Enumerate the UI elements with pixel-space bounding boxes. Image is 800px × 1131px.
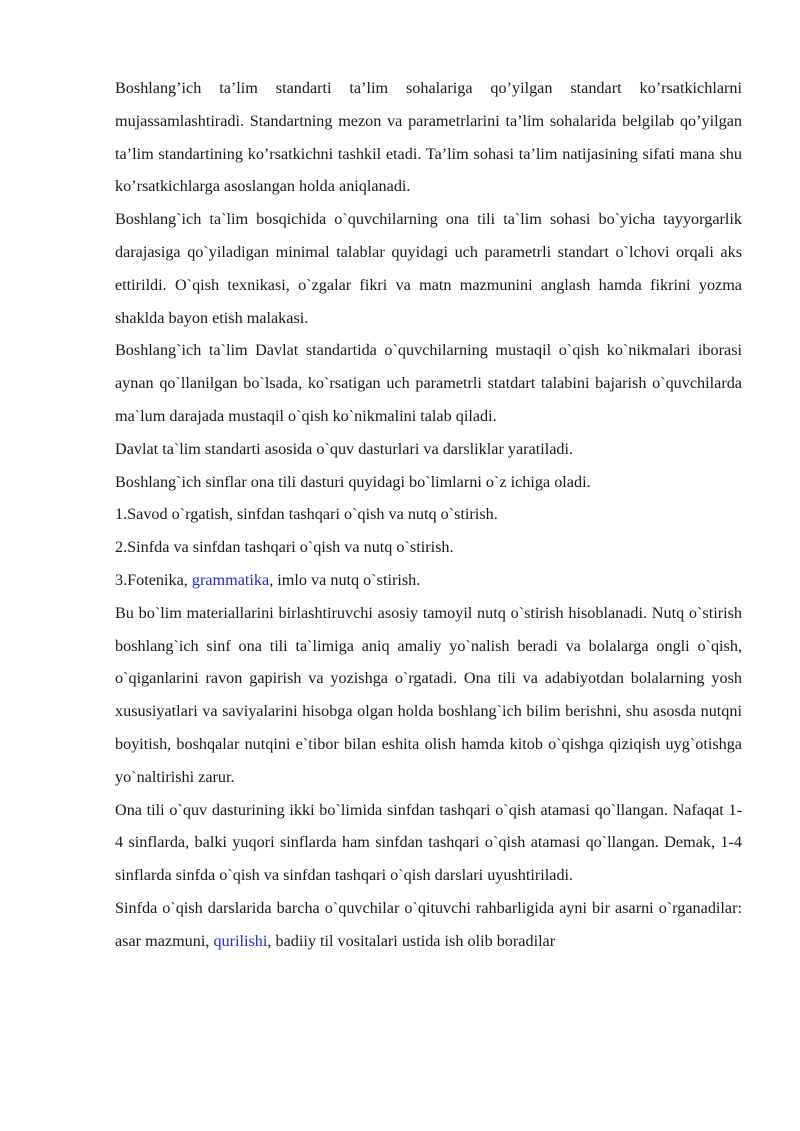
paragraph-curricula: Davlat ta`lim standarti asosida o`quv dasturlari va darsliklar yaratiladi. [115,439,574,458]
paragraph-class-reading [115,892,742,958]
paragraph-minimal-requirements: Boshlang`ich ta`lim bosqichida o`quvchilarning ona tili ta`lim sohasi bo`yicha tayyorgarlik darajasiga qo`yiladigan minimal talablar quyidagi uch parametrli standart o`lchovi orqali aks ettirildi. O`qish texnikasi, o`zgalar fikri va matn mazmunini anglash hamda fikrini yozma shaklda bayon etish malakasi. [115,210,742,327]
list-item-2: 2.Sinfda va sinfdan tashqari o`qish va nutq o`stirish. [115,538,454,557]
list-item-1: 1.Savod o`rgatish, sinfdan tashqari o`qish va nutq o`stirish. [115,505,498,524]
paragraph-speech-development: Bu bo`lim materiallarini birlashtiruvchi asosiy tamoyil nutq o`stirish hisoblanadi. Nutq o`stirish boshlang`ich sinf ona tili ta`limiga aniq amaliy yo`nalish beradi va bolalarga ongli o`qish, o`qiganlarini ravon gapirish va yozishga o`rgatadi. Ona tili va adabiyotdan bolalarning yosh xususiyatlari va saviyalarini hisobga olgan holda boshlang`ich bilim berishni, shu asosda nutqni boyitish, boshqalar nutqini e`tibor bilan eshita olish hamda kitob o`qishga qiziqish uyg`otishga yo`naltirishi zarur. [115,603,742,786]
paragraph-standard-intro: Boshlang’ich ta’lim standarti ta’lim sohalariga qo’yilgan standart ko’rsatkichlarni mujassamlashtiradi. Standartning mezon va parametrlarini ta’lim sohalarida belgilab qo’yilgan ta’lim standartining ko’rsatkichni tashkil etadi. Ta’lim sohasi ta’lim natijasining sifati mana shu ko’rsatkichlarga asoslangan holda aniqlanadi. [115,79,742,196]
document-page [115,72,742,958]
list-item-3-text-start: 3.Fotenika, [115,570,192,589]
paragraph-class-reading-end: , badiiy til vositalari ustida ish olib boradilar [267,931,556,950]
paragraph-class-reading-start: Sinfda o`qish darslarida barcha o`quvchilar o`qituvchi rahbarligida ayni bir asarni o`rganadilar: asar mazmuni, [115,898,742,950]
qurilishi-link[interactable]: qurilishi [213,931,268,950]
paragraph-program-sections: Boshlang`ich sinflar ona tili dasturi quyidagi bo`limlarni o`z ichiga oladi. [115,472,591,491]
list-item-3 [115,564,742,597]
list-item-3-text-end: , imlo va nutq o`stirish. [269,570,421,589]
paragraph-independent-reading: Boshlang`ich ta`lim Davlat standartida o`quvchilarning mustaqil o`qish ko`nikmalari iborasi aynan qo`llanilgan bo`lsada, ko`rsatigan uch parametrli statdart talabini bajarish o`quvchilarda ma`lum darajada mustaqil o`qish ko`nikmalini talab qiladi. [115,341,742,425]
grammatika-link[interactable]: grammatika [191,570,270,589]
paragraph-extracurricular-reading: Ona tili o`quv dasturining ikki bo`limida sinfdan tashqari o`qish atamasi qo`llangan. Nafaqat 1-4 sinflarda, balki yuqori sinflarda ham sinfdan tashqari o`qish atamasi qo`llangan. Demak, 1-4 sinflarda sinfda o`qish va sinfdan tashqari o`qish darslari uyushtiriladi. [115,800,742,885]
